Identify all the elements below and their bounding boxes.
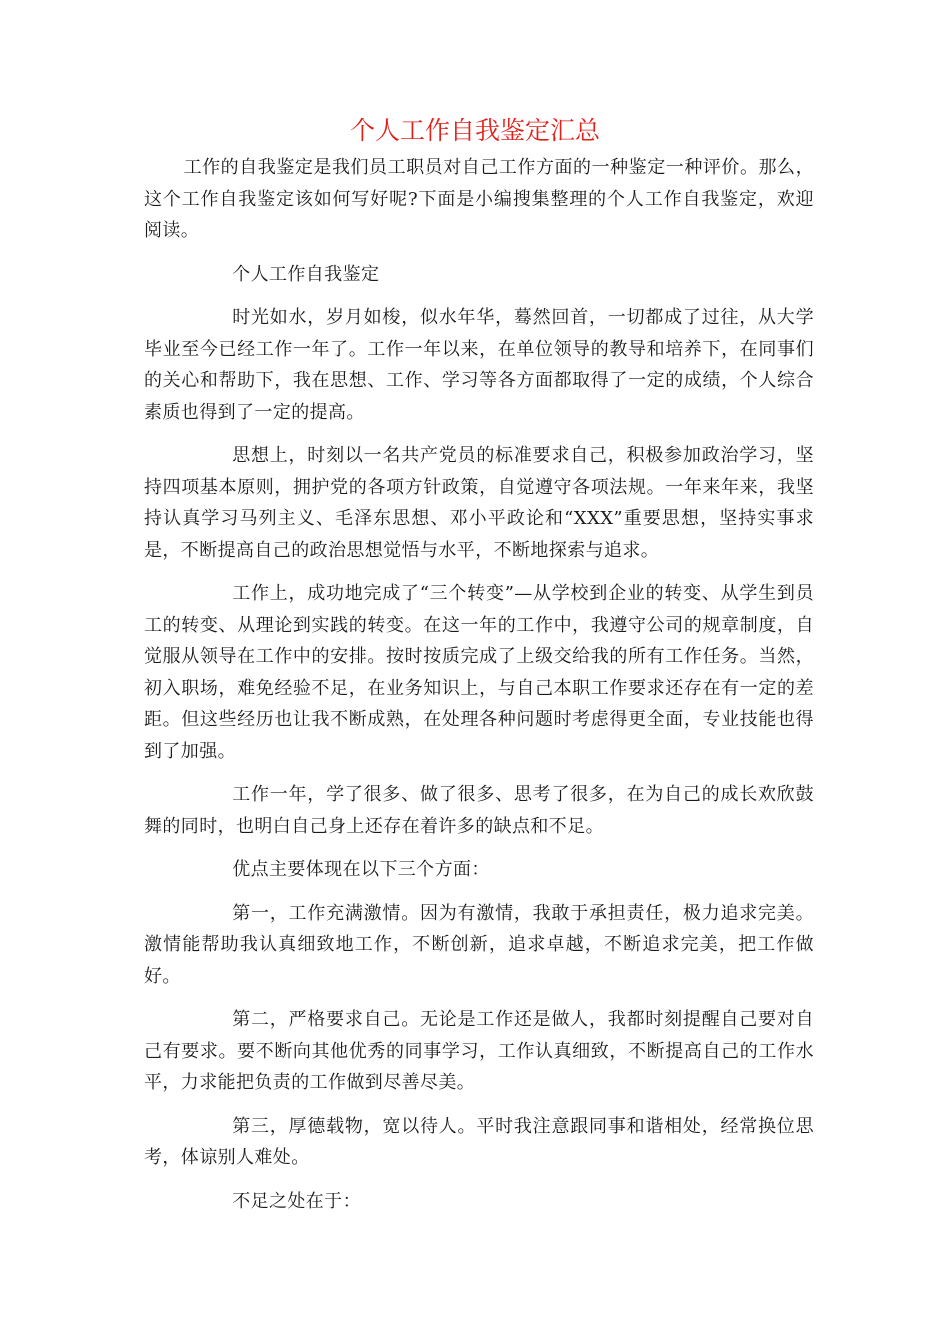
paragraph-intro: 工作的自我鉴定是我们员工职员对自己工作方面的一种鉴定一种评价。那么，这个工作自我鉴定该如何写好呢?下面是小编搜集整理的个人工作自我鉴定，欢迎阅读。 <box>144 157 814 241</box>
document-body <box>144 152 814 1229</box>
paragraph-strength-2: 第二，严格要求自己。无论是工作还是做人，我都时刻提醒自己要对自己有要求。要不断向其他优秀的同事学习，工作认真细致，不断提高自己的工作水平，力求能把负责的工作做到尽善尽美。 <box>144 1009 814 1093</box>
document-title: 个人工作自我鉴定汇总 <box>349 116 600 145</box>
paragraph-overview: 时光如水，岁月如梭，似水年华，蓦然回首，一切都成了过往，从大学毕业至今已经工作一年了。工作一年以来，在单位领导的教导和培养下，在同事们的关心和帮助下，我在思想、工作、学习等各方面都取得了一定的成绩，个人综合素质也得到了一定的提高。 <box>144 307 814 423</box>
paragraph-strength-1: 第一，工作充满激情。因为有激情，我敢于承担责任，极力追求完美。激情能帮助我认真细致地工作，不断创新，追求卓越，不断追求完美，把工作做好。 <box>144 902 814 987</box>
paragraph-weakness-heading: 不足之处在于： <box>232 1190 361 1212</box>
paragraph-work: 工作上，成功地完成了“三个转变”—从学校到企业的转变、从学生到员工的转变、从理论到实践的转变。在这一年的工作中，我遵守公司的规章制度，自觉服从领导在工作中的安排。按时按质完成了上级交给我的所有工作任务。当然，初入职场，难免经验不足，在业务知识上，与自己本职工作要求还存在有一定的差距。但这些经历也让我不断成熟，在处理各种问题时考虑得更全面，专业技能也得到了加强。 <box>144 583 814 762</box>
paragraph-strength-3: 第三，厚德载物，宽以待人。平时我注意跟同事和谐相处，经常换位思考，体谅别人难处。 <box>144 1115 814 1168</box>
paragraph-reflection: 工作一年，学了很多、做了很多、思考了很多，在为自己的成长欢欣鼓舞的同时，也明白自己身上还存在着许多的缺点和不足。 <box>144 784 814 837</box>
paragraph-ideology: 思想上，时刻以一名共产党员的标准要求自己，积极参加政治学习，坚持四项基本原则，拥护党的各项方针政策，自觉遵守各项法规。一年来年来，我坚持认真学习马列主义、毛泽东思想、邓小平政论和“XXX”重要思想，坚持实事求是，不断提高自己的政治思想觉悟与水平，不断地探索与追求。 <box>144 445 814 561</box>
paragraph-strengths-heading: 优点主要体现在以下三个方面： <box>232 859 490 880</box>
section-heading: 个人工作自我鉴定 <box>232 263 380 285</box>
